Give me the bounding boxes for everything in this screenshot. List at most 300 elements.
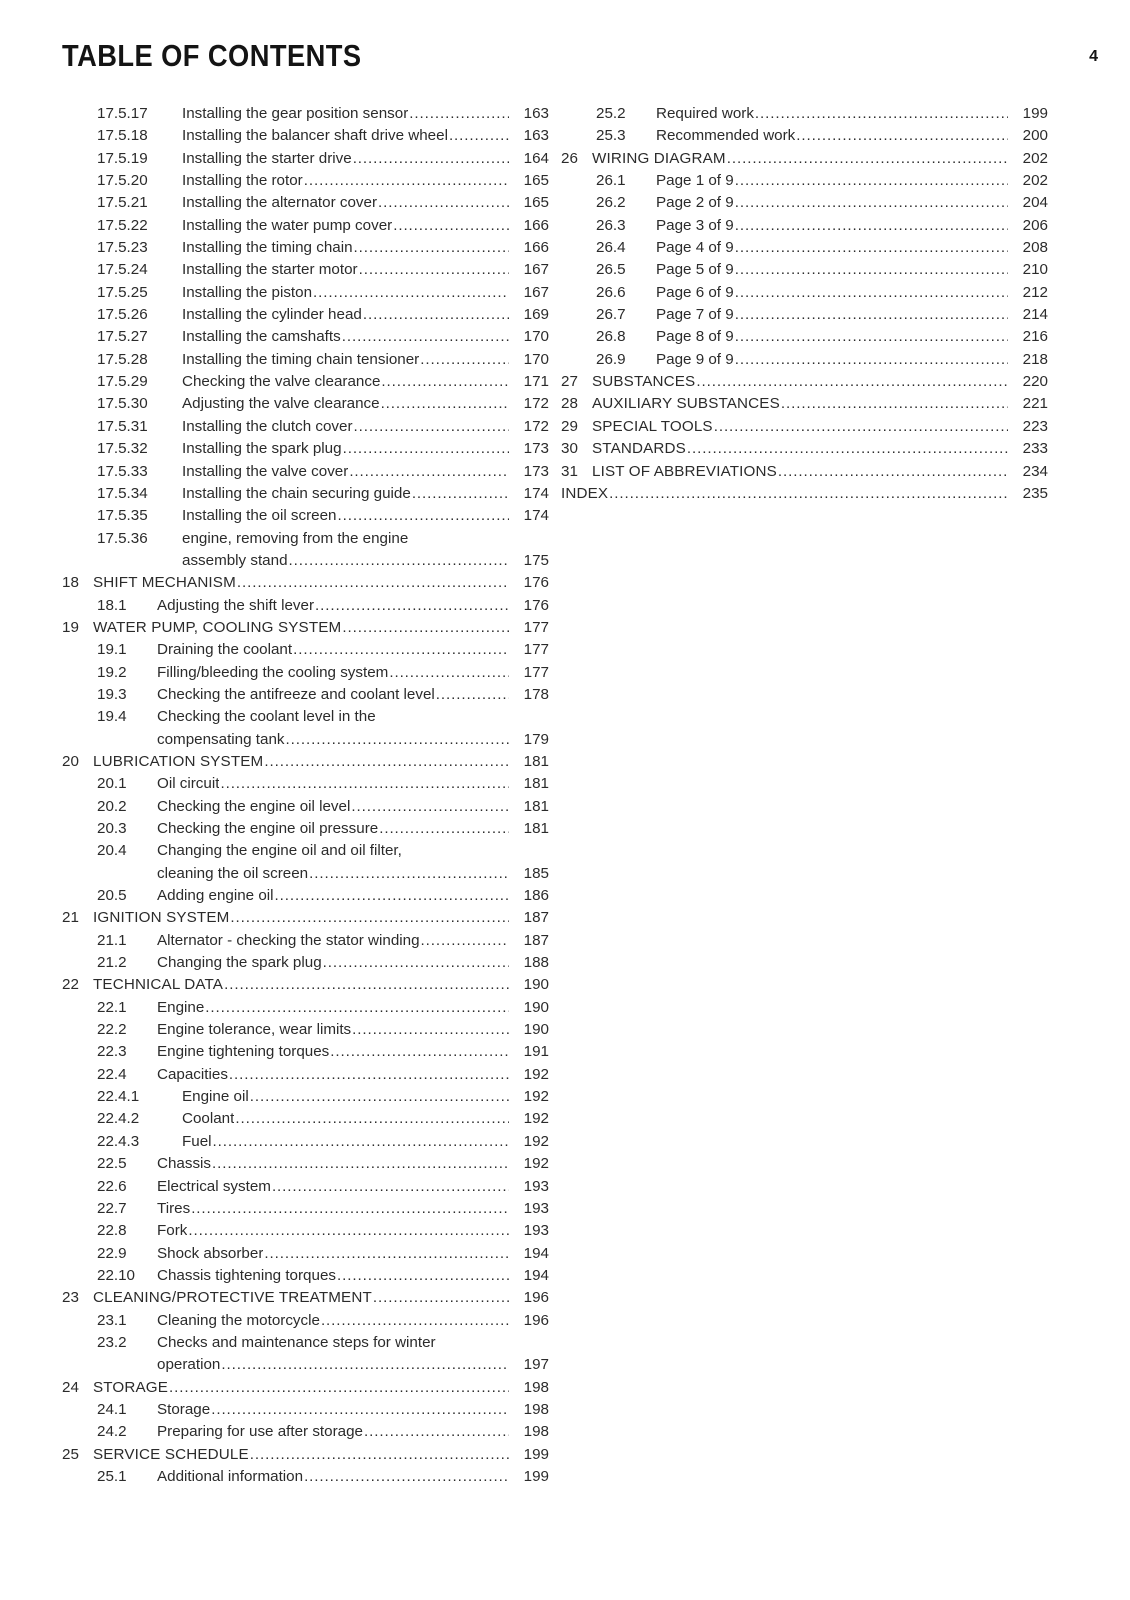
toc-entry-title: IGNITION SYSTEM [93,909,230,927]
toc-entry[interactable] [52,192,549,214]
toc-entry-page: 208 [1022,239,1048,257]
dot-leader [449,125,509,147]
toc-entry-number: 22.1 [97,998,127,1016]
toc-entry-page: 220 [1022,373,1048,391]
toc-entry-number: 23.2 [97,1333,127,1351]
toc-entry-page: 177 [523,618,549,636]
toc-entry-number: 22.2 [97,1021,127,1039]
toc-entry[interactable] [551,170,1048,192]
toc-entry-page: 202 [1022,149,1048,167]
toc-entry[interactable] [52,930,549,952]
toc-entry[interactable] [52,706,549,728]
toc-entry-title: Tires [157,1199,191,1217]
toc-entry-page: 199 [523,1467,549,1485]
toc-entry-title: Page 8 of 9 [656,328,734,346]
dot-leader [221,1354,509,1376]
toc-entry[interactable] [52,840,549,862]
dot-leader [205,997,509,1019]
dot-leader [315,595,509,617]
toc-entry-number: 17.5.17 [97,105,148,122]
toc-entry[interactable] [52,1064,549,1086]
toc-entry-number: 20.4 [97,842,127,860]
toc-entry-number: 20.3 [97,820,127,837]
toc-entry-number: 22.5 [97,1155,127,1173]
toc-entry-number: 26 [561,149,578,167]
dot-leader [188,1220,509,1242]
toc-entry[interactable] [52,1421,549,1443]
toc-entry[interactable] [52,148,549,170]
dot-leader [235,1108,509,1130]
toc-entry-page: 176 [523,574,549,592]
dot-leader [393,215,509,237]
toc-entry-page: 218 [1022,350,1048,368]
dot-leader [379,818,509,840]
toc-entry-page: 187 [523,909,549,927]
toc-entry[interactable] [551,148,1048,170]
toc-entry[interactable] [52,461,549,483]
dot-leader [212,1153,509,1175]
toc-entry[interactable] [52,1377,549,1399]
dot-leader [321,1310,509,1332]
toc-entry-number: 22.4.1 [97,1088,140,1106]
toc-entry[interactable] [52,1287,549,1309]
dot-leader [735,237,1008,259]
toc-entry[interactable] [551,349,1048,371]
toc-entry[interactable] [52,1399,549,1421]
toc-entry-title: Engine tolerance, wear limits [157,1021,352,1039]
toc-entry-number: 22.10 [97,1266,136,1284]
toc-entry-title: Chassis [157,1155,212,1173]
toc-entry[interactable] [52,595,549,617]
toc-entry-number: 17.5.21 [97,194,148,212]
toc-entry-page: 196 [523,1311,549,1329]
toc-entry-number: 22.4.2 [97,1110,140,1128]
dot-leader [211,1399,509,1421]
toc-entry[interactable] [52,796,549,818]
toc-entry-title: Engine [157,998,205,1016]
toc-entry-page: 192 [523,1088,549,1106]
toc-entry-title: Page 7 of 9 [656,306,734,324]
toc-entry-number: 17.5.28 [97,350,148,368]
toc-entry[interactable] [551,215,1048,237]
toc-entry-title: Oil circuit [157,775,220,793]
toc-entry-number: 24 [62,1378,79,1396]
toc-entry-title: Installing the piston [182,283,313,301]
toc-entry-number: 25.3 [596,127,626,145]
toc-entry[interactable] [52,974,549,996]
toc-entry-title: Draining the coolant [157,641,293,659]
toc-entry-page: 185 [523,864,549,882]
toc-entry-number: 19 [62,618,79,636]
dot-leader [696,371,1008,393]
toc-entry-page: 174 [523,484,549,502]
toc-entry-title: Page 2 of 9 [656,194,734,212]
toc-entry-page: 194 [523,1244,549,1262]
toc-entry-number: 17.5.30 [97,395,148,413]
toc-entry[interactable] [52,1131,549,1153]
toc-entry-number: 26.5 [596,261,626,279]
toc-entry-title: Installing the gear position sensor [182,105,409,122]
dot-leader [353,148,509,170]
toc-entry[interactable] [551,125,1048,147]
toc-entry-title: Adjusting the shift lever [157,596,315,614]
dot-leader [313,282,509,304]
toc-entry-page: 193 [523,1177,549,1195]
toc-entry-number: 17.5.27 [97,328,148,346]
toc-entry[interactable] [52,1220,549,1242]
toc-entry[interactable] [52,1153,549,1175]
toc-entry-title: Filling/bleeding the cooling system [157,663,389,681]
toc-entry-page: 204 [1022,194,1048,212]
toc-entry-page: 167 [523,283,549,301]
toc-entry[interactable] [52,1108,549,1130]
dot-leader [352,1019,509,1041]
toc-entry-number: 25.2 [596,105,626,122]
toc-entry-page: 198 [523,1423,549,1441]
dot-leader [304,170,509,192]
toc-entry-title: INDEX [561,484,609,502]
dot-leader [609,483,1008,505]
toc-entry-page: 177 [523,663,549,681]
dot-leader [275,885,509,907]
toc-entry-number: 26.3 [596,216,626,234]
toc-entry-number: 18 [62,574,79,592]
toc-entry[interactable] [52,1265,549,1287]
toc-entry-number: 22.7 [97,1199,127,1217]
toc-entry-title: Preparing for use after storage [157,1423,363,1441]
dot-leader [224,974,509,996]
toc-entry-title: operation [157,1356,221,1374]
dot-leader [349,461,509,483]
toc-entry-page: 181 [523,775,549,793]
dot-leader [220,773,509,795]
toc-entry-number: 22.9 [97,1244,127,1262]
toc-entry-page: 214 [1022,306,1048,324]
toc-entry-title: engine, removing from the engine [182,529,409,547]
toc-entry-title: LIST OF ABBREVIATIONS [592,462,777,480]
toc-entry[interactable] [52,1354,549,1376]
toc-entry-number: 21.2 [97,954,127,972]
toc-entry[interactable] [52,349,549,371]
dot-leader [264,1243,509,1265]
toc-entry[interactable] [52,1176,549,1198]
dot-leader [338,505,510,527]
dot-leader [420,349,509,371]
toc-entry-number: 17.5.22 [97,216,148,234]
toc-entry-title: CLEANING/PROTECTIVE TREATMENT [93,1289,372,1307]
toc-entry[interactable] [52,617,549,639]
toc-entry-page: 172 [523,417,549,435]
toc-entry-page: 196 [523,1289,549,1307]
toc-entry-page: 190 [523,1021,549,1039]
toc-entry-page: 163 [523,105,549,122]
dot-leader [778,461,1008,483]
toc-entry-page: 235 [1022,484,1048,502]
toc-entry-title: SPECIAL TOOLS [592,417,713,435]
toc-entry[interactable] [52,1466,549,1488]
toc-entry[interactable] [52,103,549,125]
toc-entry-number: 26.2 [596,194,626,212]
toc-entry-page: 176 [523,596,549,614]
toc-entry-title: Installing the clutch cover [182,417,353,435]
toc-entry-page: 170 [523,350,549,368]
toc-entry-title: Checking the valve clearance [182,373,381,391]
toc-entry-title: Engine tightening torques [157,1043,330,1061]
toc-entry[interactable] [52,304,549,326]
toc-entry-number: 17.5.34 [97,484,148,502]
dot-leader [378,192,509,214]
dot-leader [330,1041,509,1063]
toc-entry-number: 22.6 [97,1177,127,1195]
toc-entry-page: 188 [523,954,549,972]
dot-leader [337,1265,509,1287]
toc-entry-title: Capacities [157,1065,228,1083]
toc-entry-title: Storage [157,1400,211,1418]
toc-entry[interactable] [52,237,549,259]
toc-entry-page: 166 [523,239,549,257]
toc-entry[interactable] [52,952,549,974]
dot-leader [687,438,1008,460]
toc-entry[interactable] [52,1198,549,1220]
toc-entry[interactable] [52,1041,549,1063]
toc-entry[interactable] [551,326,1048,348]
dot-leader [304,1466,509,1488]
toc-entry-number: 17.5.26 [97,306,148,324]
dot-leader [735,259,1008,281]
toc-entry[interactable] [52,1019,549,1041]
toc-entry[interactable] [551,192,1048,214]
dot-leader [421,930,509,952]
toc-entry-title: cleaning the oil screen [157,864,309,882]
toc-entry-title: Page 9 of 9 [656,350,734,368]
toc-entry-page: 197 [523,1356,549,1374]
toc-entry-page: 198 [523,1378,549,1396]
toc-entry-page: 234 [1022,462,1048,480]
toc-entry[interactable] [52,729,549,751]
toc-entry[interactable] [52,505,549,527]
toc-entry-page: 165 [523,172,549,190]
toc-entry-title: Changing the engine oil and oil filter, [157,842,402,860]
toc-entry-title: Installing the oil screen [182,507,337,525]
dot-leader [342,617,509,639]
dot-leader [735,192,1008,214]
toc-entry-page: 181 [523,820,549,837]
toc-entry[interactable] [52,282,549,304]
toc-entry-number: 28 [561,395,578,413]
toc-entry[interactable] [551,371,1048,393]
toc-entry-number: 21 [62,909,79,927]
toc-entry-title: Installing the spark plug [182,440,342,458]
toc-entry-title: Installing the timing chain [182,239,353,257]
toc-entry-number: 17.5.23 [97,239,148,257]
toc-entry[interactable] [52,259,549,281]
toc-entry[interactable] [52,326,549,348]
toc-entry-title: Adjusting the valve clearance [182,395,380,413]
page-number: 4 [1089,48,1098,65]
toc-entry[interactable] [52,483,549,505]
page-header [0,0,1130,96]
toc-entry-page: 193 [523,1222,549,1240]
toc-entry[interactable] [52,773,549,795]
toc-entry-number: 31 [561,462,578,480]
toc-entry[interactable] [551,438,1048,460]
toc-entry-number: 19.1 [97,641,127,659]
toc-entry[interactable] [52,438,549,460]
toc-entry-title: STANDARDS [592,440,686,458]
toc-entry-page: 192 [523,1110,549,1128]
dot-leader [735,349,1008,371]
toc-entry[interactable] [551,237,1048,259]
toc-entry[interactable] [52,371,549,393]
toc-entry[interactable] [52,1086,549,1108]
toc-entry-title: Fork [157,1222,188,1240]
toc-entry-title: Shock absorber [157,1244,264,1262]
toc-entry-page: 169 [523,306,549,324]
toc-entry[interactable] [52,170,549,192]
dot-leader [389,662,509,684]
page-title: TABLE OF CONTENTS [62,38,362,73]
dot-leader [250,1444,509,1466]
toc-entry-title: Electrical system [157,1177,271,1195]
toc-entry-title: Checking the coolant level in the [157,708,376,726]
toc-entry-number: 30 [561,440,578,458]
dot-leader [755,103,1008,125]
toc-entry-title: Recommended work [656,127,796,145]
toc-entry-title: Installing the cylinder head [182,306,362,324]
toc-entry[interactable] [52,1310,549,1332]
toc-entry-page: 198 [523,1400,549,1418]
toc-entry-title: Installing the valve cover [182,462,349,480]
dot-leader [169,1377,509,1399]
toc-entry-title: SHIFT MECHANISM [93,574,236,592]
dot-leader [237,572,509,594]
toc-entry-number: 22.3 [97,1043,127,1061]
toc-entry-page: 206 [1022,216,1048,234]
toc-entry-page: 179 [523,730,549,748]
toc-entry-number: 19.4 [97,708,127,726]
toc-entry[interactable] [52,528,549,550]
toc-entry-title: TECHNICAL DATA [93,976,224,994]
dot-leader [250,1086,509,1108]
toc-entry[interactable] [551,416,1048,438]
toc-entry-page: 172 [523,395,549,413]
toc-entry-number: 26.7 [596,306,626,324]
toc-entry-title: Checks and maintenance steps for winter [157,1333,436,1351]
toc-entry[interactable] [551,304,1048,326]
toc-entry-page: 223 [1022,417,1048,435]
toc-entry-title: Chassis tightening torques [157,1266,336,1284]
toc-entry[interactable] [52,751,549,773]
toc-entry[interactable] [52,662,549,684]
toc-entry-title: Installing the starter drive [182,149,352,167]
toc-entry[interactable] [551,393,1048,415]
toc-entry-title: Installing the timing chain tensioner [182,350,420,368]
toc-entry[interactable] [52,550,549,572]
toc-entry-number: 29 [561,417,578,435]
toc-entry-page: 199 [1022,105,1048,122]
toc-entry-title: Page 1 of 9 [656,172,734,190]
toc-entry-number: 17.5.35 [97,507,148,525]
toc-entry-title: WATER PUMP, COOLING SYSTEM [93,618,342,636]
toc-entry[interactable] [52,863,549,885]
toc-entry-page: 177 [523,641,549,659]
toc-entry[interactable] [52,684,549,706]
toc-entry-title: compensating tank [157,730,285,748]
toc-entry[interactable] [551,483,1048,505]
toc-entry-title: LUBRICATION SYSTEM [93,752,264,770]
toc-entry[interactable] [52,125,549,147]
toc-entry[interactable] [52,416,549,438]
toc-entry-number: 22 [62,976,79,994]
toc-entry-page: 210 [1022,261,1048,279]
toc-entry-page: 165 [523,194,549,212]
dot-leader [781,393,1008,415]
toc-entry-page: 190 [523,976,549,994]
toc-entry[interactable] [52,1332,549,1354]
toc-entry[interactable] [551,461,1048,483]
toc-entry[interactable] [551,282,1048,304]
dot-leader [264,751,509,773]
toc-entry[interactable] [52,572,549,594]
toc-entry-title: Page 5 of 9 [656,261,734,279]
toc-entry-title: SERVICE SCHEDULE [93,1445,249,1463]
dot-leader [323,952,509,974]
toc-entry-page: 178 [523,685,549,703]
toc-entry-title: Adding engine oil [157,887,274,905]
dot-leader [735,170,1008,192]
toc-entry-number: 24.1 [97,1400,127,1418]
toc-entry[interactable] [52,215,549,237]
toc-column-right [551,103,1048,505]
toc-entry[interactable] [52,907,549,929]
toc-entry-number: 17.5.32 [97,440,148,458]
toc-entry[interactable] [551,259,1048,281]
dot-leader [796,125,1008,147]
toc-entry[interactable] [52,1444,549,1466]
toc-entry-title: Fuel [182,1132,212,1150]
toc-entry[interactable] [551,103,1048,125]
toc-entry[interactable] [52,1243,549,1265]
dot-leader [213,1131,509,1153]
toc-entry-title: Engine oil [182,1088,249,1106]
toc-entry-page: 191 [523,1043,549,1061]
toc-entry-number: 20 [62,752,79,770]
toc-entry-page: 170 [523,328,549,346]
dot-leader [735,304,1008,326]
toc-entry-number: 22.4 [97,1065,127,1083]
dot-leader [230,907,509,929]
toc-entry[interactable] [52,885,549,907]
toc-entry-page: 192 [523,1155,549,1173]
toc-entry-page: 199 [523,1445,549,1463]
toc-entry-number: 26.8 [596,328,626,346]
toc-entry[interactable] [52,393,549,415]
dot-leader [364,1421,509,1443]
toc-entry-number: 17.5.33 [97,462,148,480]
toc-entry-page: 175 [523,551,549,569]
dot-leader [289,550,509,572]
dot-leader [735,282,1008,304]
toc-entry[interactable] [52,639,549,661]
toc-entry-page: 192 [523,1132,549,1150]
toc-entry-page: 167 [523,261,549,279]
toc-entry-title: Installing the balancer shaft drive wheel [182,127,448,145]
toc-entry-title: Installing the water pump cover [182,216,393,234]
toc-entry-title: Coolant [182,1110,235,1128]
toc-entry[interactable] [52,997,549,1019]
dot-leader [342,326,509,348]
toc-entry[interactable] [52,818,549,840]
